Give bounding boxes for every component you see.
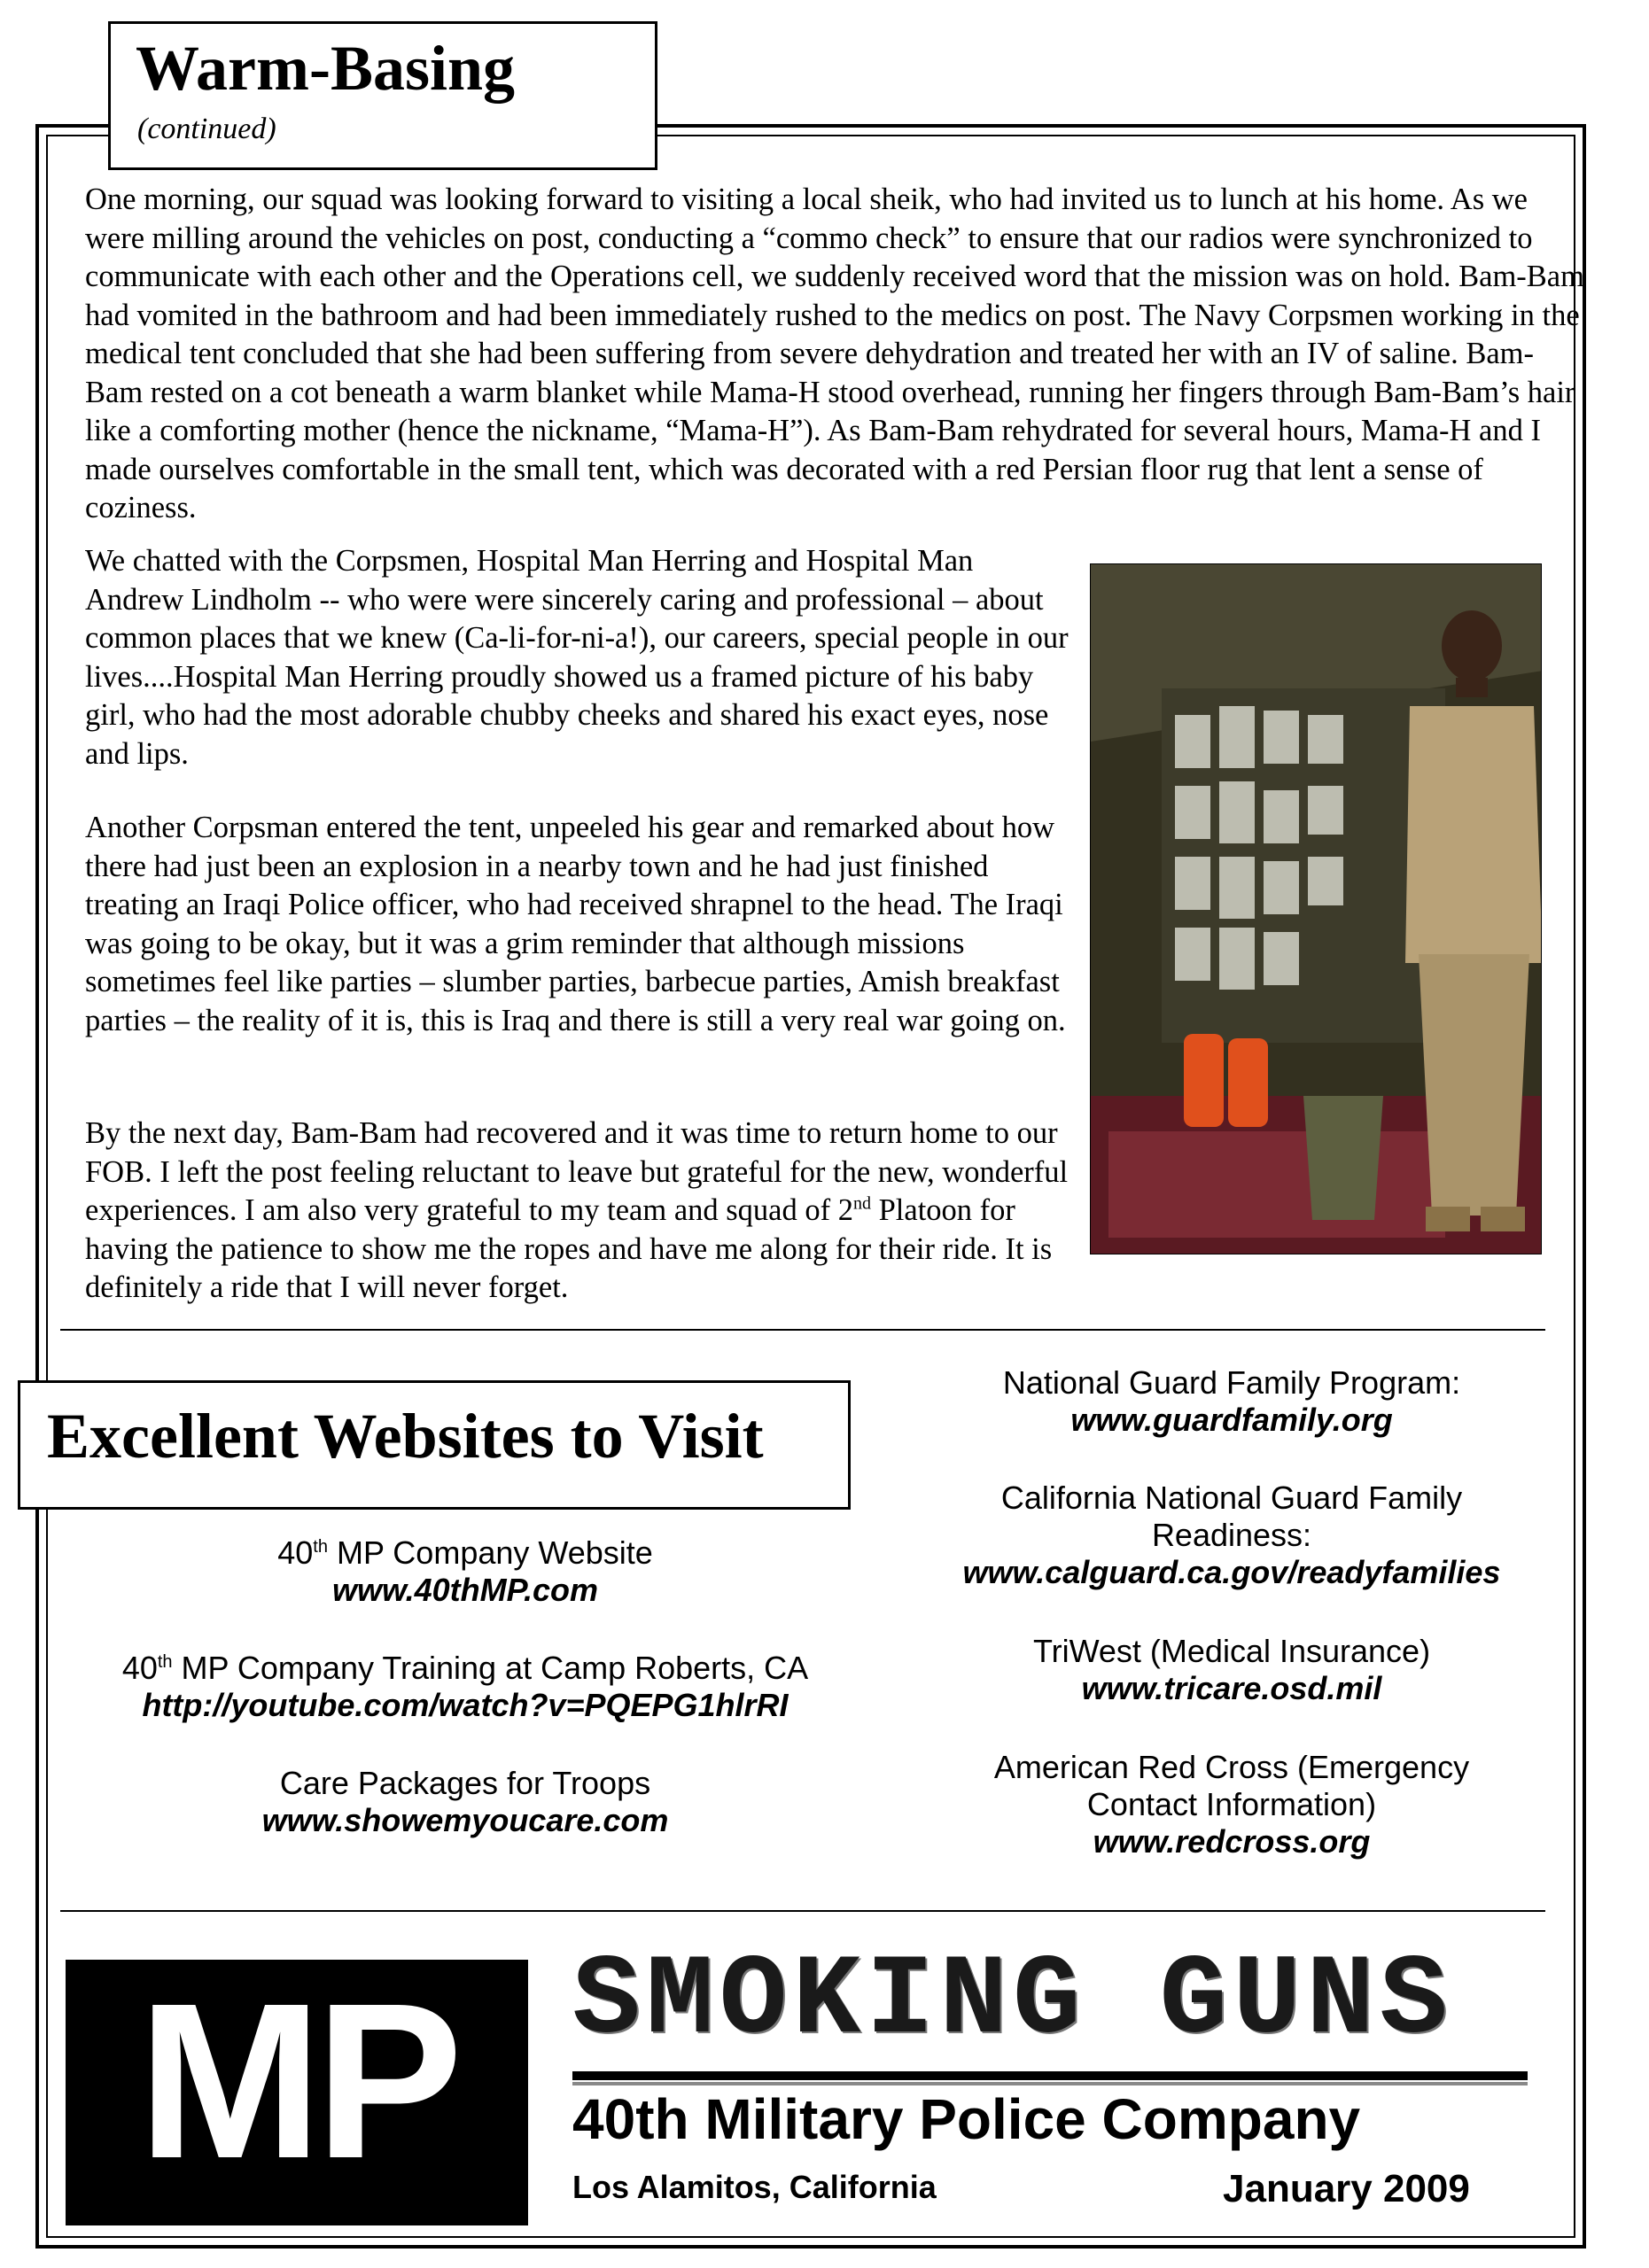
website-label: National Guard Family Program: — [1002, 1364, 1461, 1401]
masthead-rule-shadow — [572, 2082, 1528, 2085]
article-paragraph-3: Another Corpsman entered the tent, unpeeled his gear and remarked about how there had just been an explosion in a nearby town and he had just finished treating an Iraqi Police officer, who had received shrapnel to the head. The Iraqi was going to be okay, but it was a grim reminder that although missions sometimes feel like parties – slumber parties, barbecue parties, Amish breakfast parties – the reality of it is, this is Iraq and there is still a very real war going on. — [85, 811, 1066, 1037]
website-entry-calguard — [922, 1480, 1542, 1591]
article-paragraph-2: We chatted with the Corpsmen, Hospital Man Herring and Hospital Man Andrew Lindholm -- who were were sincerely caring and professional – about common places that we knew (Ca-li-for-ni-a!), our careers, special people in our lives....Hospital Man Herring proudly showed us a framed picture of his baby girl, who had the most adorable chubby cheeks and shared his exact eyes, nose and lips. — [85, 544, 1069, 771]
website-entry-redcross — [922, 1749, 1542, 1860]
website-link[interactable]: www.guardfamily.org — [1070, 1402, 1393, 1438]
website-link[interactable]: www.calguard.ca.gov/readyfamilies — [962, 1554, 1501, 1590]
article-subtitle: (continued) — [137, 113, 276, 145]
website-link[interactable]: www.tricare.osd.mil — [1081, 1670, 1382, 1706]
website-entry-40thmp — [53, 1534, 877, 1609]
company-name: 40th Military Police Company — [572, 2087, 1361, 2151]
websites-title-box — [18, 1380, 851, 1510]
mp-logo-text: MP — [137, 1957, 456, 2204]
website-entry-care-packages — [53, 1765, 877, 1839]
website-entry-guardfamily — [922, 1364, 1542, 1439]
corpsman-photo — [1090, 563, 1542, 1254]
website-label: 40th MP Company Training at Camp Roberts, CA — [121, 1650, 809, 1686]
mp-logo — [66, 1957, 528, 2225]
newsletter-title: SMOKING GUNS — [572, 1938, 1453, 2066]
article-paragraph-4: By the next day, Bam-Bam had recovered and it was time to return home to our FOB. I left the post feeling reluctant to leave but grateful for the new, wonderful experiences. I am also very grateful to my team and squad of 2nd Platoon for having the patience to show me the ropes and have me along for their ride. It is definitely a ride that I will never forget. — [85, 1116, 1069, 1304]
website-link[interactable]: http://youtube.com/watch?v=PQEPG1hlrRI — [142, 1687, 789, 1723]
issue-date: January 2009 — [1223, 2167, 1470, 2210]
website-label: American Red Cross (Emergency Contact Information) — [993, 1749, 1470, 1822]
article-title: Warm-Basing — [136, 33, 516, 104]
website-entry-training-video — [53, 1650, 877, 1724]
website-label: California National Guard Family Readiness: — [1000, 1480, 1463, 1553]
section-divider-top — [60, 1329, 1545, 1331]
website-label: TriWest (Medical Insurance) — [1032, 1633, 1431, 1669]
website-label: 40th MP Company Website — [277, 1534, 653, 1571]
article-title-box — [108, 21, 657, 170]
company-location: Los Alamitos, California — [572, 2169, 937, 2205]
website-entry-tricare — [922, 1633, 1542, 1707]
website-link[interactable]: www.40thMP.com — [331, 1572, 599, 1608]
article-paragraph-1: One morning, our squad was looking forward to visiting a local sheik, who had invited us to lunch at his home. As we were milling around the vehicles on post, conducting a “commo check” to ensure that our radios were synchronized to communicate with each other and the Operations cell, we suddenly received word that the mission was on hold. Bam-Bam had vomited in the bathroom and had been immediately rushed to the medics on post. The Navy Corpsmen working in the medical tent concluded that she had been suffering from severe dehydration and treated her with an IV of saline. Bam-Bam rested on a cot beneath a warm blanket while Mama-H stood overhead, running her fingers through Bam-Bam’s hair like a comforting mother (hence the nickname, “Mama-H”). As Bam-Bam rehydrated for several hours, Mama-H and I made ourselves comfortable in the small tent, which was decorated with a red Persian floor rug that lent a sense of coziness. — [85, 183, 1584, 524]
website-label: Care Packages for Troops — [279, 1765, 651, 1801]
website-link[interactable]: www.showemyoucare.com — [261, 1802, 669, 1838]
section-divider-bottom — [60, 1910, 1545, 1912]
websites-title: Excellent Websites to Visit — [47, 1401, 764, 1472]
masthead-rule — [572, 2071, 1528, 2080]
corpsman-photo-illustration — [1091, 564, 1542, 1254]
website-link[interactable]: www.redcross.org — [1093, 1823, 1371, 1860]
